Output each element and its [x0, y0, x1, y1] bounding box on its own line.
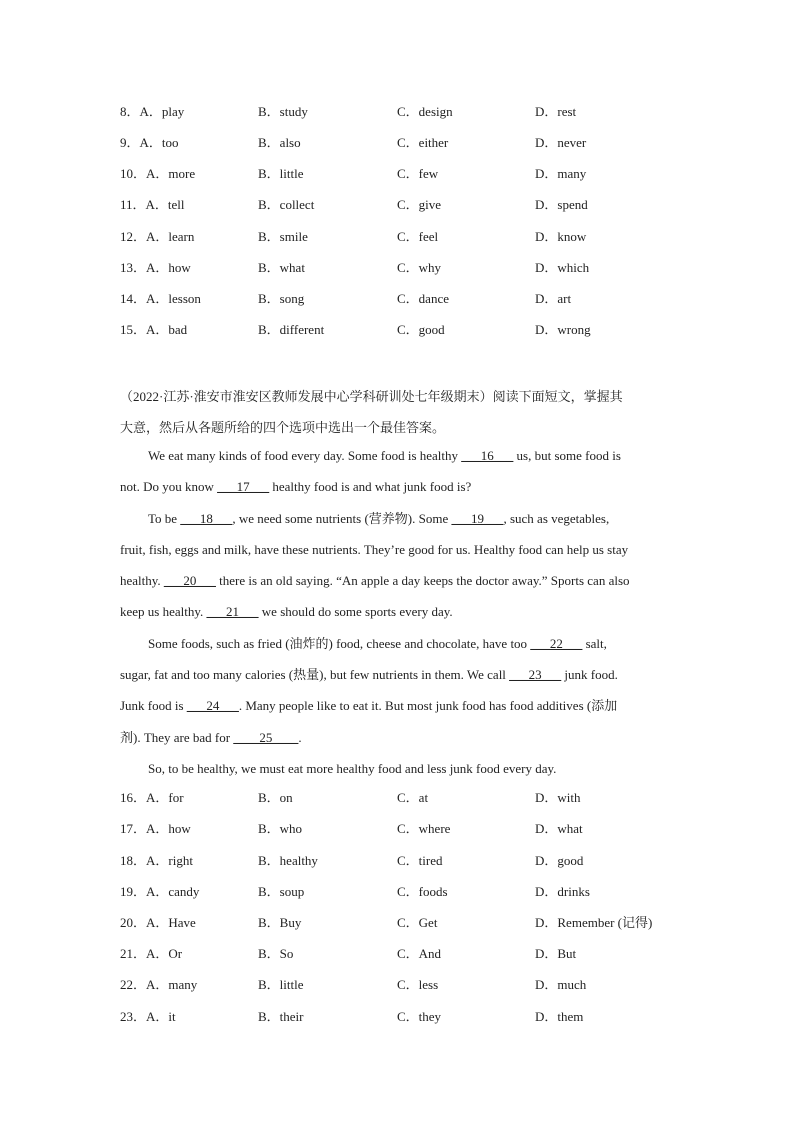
option-c: C．few: [397, 166, 439, 181]
text: healthy.: [120, 573, 164, 589]
passage-line: [120, 659, 680, 690]
option-a: 12．A．learn: [120, 229, 195, 244]
question-row-9: [0, 132, 794, 154]
question-row-23: [0, 1006, 794, 1028]
option-b: B．different: [258, 322, 325, 337]
option-d: D．wrong: [535, 322, 591, 337]
option-b: B．study: [258, 104, 308, 119]
option-c: C．Get: [397, 915, 438, 930]
option-c: C．feel: [397, 229, 439, 244]
option-c: C．dance: [397, 291, 449, 306]
blank-16: ___16___: [461, 448, 514, 463]
blank-20: ___20___: [163, 573, 216, 589]
question-row-15: [0, 319, 794, 341]
passage-line: [120, 471, 680, 502]
question-row-21: [0, 943, 794, 965]
text: keep us healthy.: [120, 604, 207, 620]
option-b: B．also: [258, 135, 301, 150]
blank-25: ____25____: [233, 729, 299, 745]
blank-17: ___17___: [217, 479, 270, 495]
question-row-8: [0, 101, 794, 123]
option-c: C．And: [397, 946, 442, 961]
passage-line: [120, 565, 680, 596]
option-c: C．design: [397, 104, 453, 119]
option-c: C．either: [397, 135, 449, 150]
option-a: 11．A．tell: [120, 197, 185, 212]
option-d: D．art: [535, 291, 572, 306]
passage-line: [120, 690, 680, 721]
option-b: B．what: [258, 260, 305, 275]
text: Junk food is: [120, 698, 187, 714]
question-row-14: [0, 288, 794, 310]
section-instructions: [120, 381, 680, 444]
question-row-19: [0, 881, 794, 903]
text: , we need some nutrients (营养物). Some: [232, 510, 452, 526]
option-b: B．little: [258, 977, 304, 992]
passage-line: [120, 628, 680, 659]
question-row-12: [0, 226, 794, 248]
option-a: 22．A．many: [120, 977, 198, 992]
passage-line: So, to be healthy, we must eat more healthy food and less junk food every day.: [148, 760, 557, 776]
option-b: B．their: [258, 1009, 304, 1024]
option-c: C．tired: [397, 853, 443, 868]
text: not. Do you know: [120, 479, 218, 495]
option-d: D．Remember (记得): [535, 915, 653, 930]
blank-22: ___22___: [530, 635, 583, 651]
text: , such as vegetables,: [503, 510, 610, 526]
text: . Many people like to eat it. But most junk food has food additives (添加: [238, 698, 618, 714]
option-a: 21．A．Or: [120, 946, 183, 961]
blank-24: ___24___: [186, 698, 239, 714]
option-a: 18．A．right: [120, 853, 193, 868]
question-row-16: [0, 787, 794, 809]
text: healthy food is and what junk food is?: [269, 479, 472, 495]
option-b: B．healthy: [258, 853, 318, 868]
option-a: 13．A．how: [120, 260, 191, 275]
option-a: 10．A．more: [120, 166, 196, 181]
question-row-11: [0, 194, 794, 216]
option-d: D．with: [535, 790, 581, 805]
option-b: B．collect: [258, 197, 315, 212]
question-row-10: [0, 163, 794, 185]
option-a: 23．A．it: [120, 1009, 176, 1024]
text: 剂). They are bad for: [120, 729, 234, 745]
question-row-13: [0, 257, 794, 279]
text: sugar, fat and too many calories (热量), but few nutrients in them. We call: [120, 667, 510, 683]
option-b: B．Buy: [258, 915, 302, 930]
option-a: 9．A．too: [120, 135, 179, 150]
option-d: D．spend: [535, 197, 588, 212]
option-b: B．smile: [258, 229, 308, 244]
text: salt,: [582, 635, 607, 651]
option-b: B．on: [258, 790, 293, 805]
option-a: 17．A．how: [120, 821, 191, 836]
instruction-line-1: （2022·江苏·淮安市淮安区教师发展中心学科研训处七年级期末）阅读下面短文，掌握其: [120, 389, 623, 404]
option-a: 19．A．candy: [120, 884, 200, 899]
passage-line: fruit, fish, eggs and milk, have these nutrients. They’re good for us. Healthy food can help us stay: [120, 541, 629, 557]
option-d: D．which: [535, 260, 590, 275]
option-d: D．But: [535, 946, 577, 961]
option-c: C．at: [397, 790, 429, 805]
passage-line: [120, 503, 680, 534]
option-c: C．give: [397, 197, 442, 212]
option-c: C．good: [397, 322, 445, 337]
option-d: D．know: [535, 229, 587, 244]
option-d: D．good: [535, 853, 584, 868]
option-a: 8．A．play: [120, 104, 185, 119]
option-c: C．why: [397, 260, 442, 275]
question-row-22: [0, 974, 794, 996]
text: Some foods, such as fried (油炸的) food, cheese and chocolate, have too: [148, 635, 531, 651]
option-b: B．who: [258, 821, 303, 836]
blank-21: ___21___: [206, 604, 259, 620]
option-d: D．what: [535, 821, 583, 836]
option-d: D．never: [535, 135, 587, 150]
option-d: D．drinks: [535, 884, 590, 899]
question-row-20: [0, 912, 794, 934]
option-c: C．where: [397, 821, 451, 836]
option-a: 14．A．lesson: [120, 291, 201, 306]
text: .: [298, 729, 302, 745]
option-a: 16．A．for: [120, 790, 184, 805]
text: us, but some food is: [513, 448, 621, 463]
option-d: D．much: [535, 977, 587, 992]
text: To be: [148, 510, 181, 526]
option-c: C．they: [397, 1009, 442, 1024]
passage-line: [120, 722, 680, 753]
text: there is an old saying. “An apple a day keeps the doctor away.” Sports can also: [215, 573, 630, 589]
text: we should do some sports every day.: [258, 604, 453, 620]
option-a: 20．A．Have: [120, 915, 196, 930]
blank-19: ___19___: [451, 510, 504, 526]
option-d: D．rest: [535, 104, 577, 119]
passage-line: [120, 440, 680, 471]
text: We eat many kinds of food every day. Some food is healthy: [148, 448, 462, 463]
option-b: B．little: [258, 166, 304, 181]
option-a: 15．A．bad: [120, 322, 188, 337]
option-b: B．soup: [258, 884, 305, 899]
option-d: D．many: [535, 166, 587, 181]
option-c: C．less: [397, 977, 439, 992]
instruction-line-2: 大意，然后从各题所给的四个选项中选出一个最佳答案。: [120, 420, 446, 436]
option-b: B．song: [258, 291, 305, 306]
option-b: B．So: [258, 946, 294, 961]
passage-line: [120, 596, 680, 627]
option-c: C．foods: [397, 884, 448, 899]
option-d: D．them: [535, 1009, 584, 1024]
blank-18: ___18___: [180, 510, 233, 526]
text: junk food.: [561, 667, 618, 683]
question-row-18: [0, 850, 794, 872]
reading-passage: [120, 440, 680, 784]
blank-23: ___23___: [509, 667, 562, 683]
question-row-17: [0, 818, 794, 840]
